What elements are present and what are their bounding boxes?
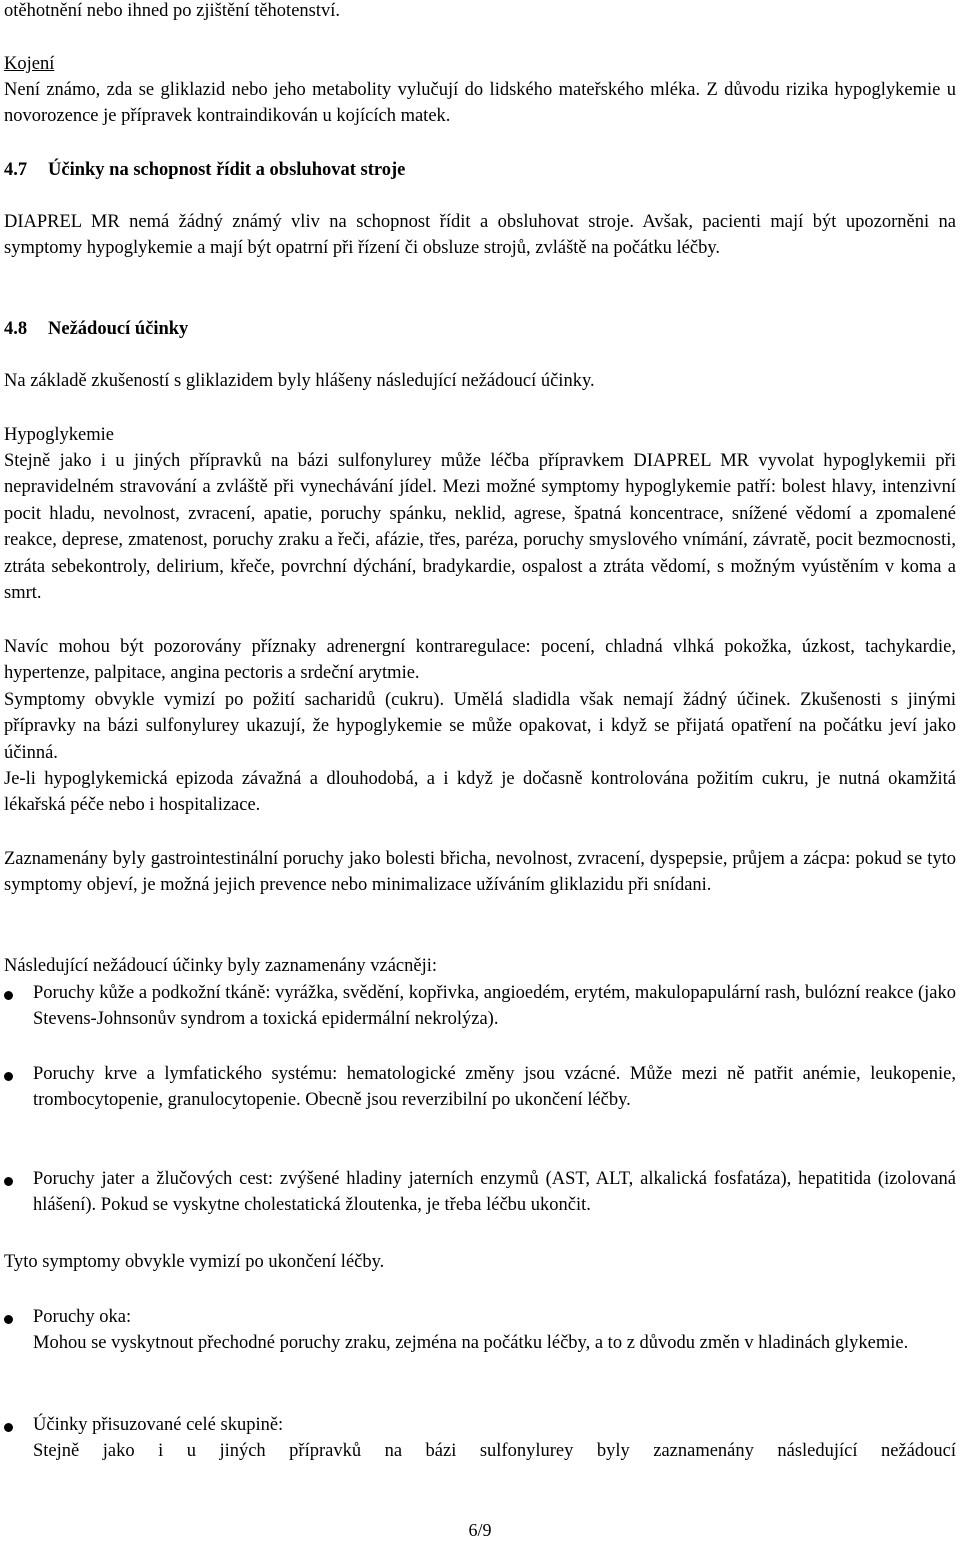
list-item xyxy=(4,1166,956,1219)
bullet-icon xyxy=(4,991,13,1000)
paragraph-symptoms-resolve: Tyto symptomy obvykle vymizí po ukončení léčby. xyxy=(4,1252,385,1272)
paragraph-breastfeeding: Není známo, zda se gliklazid nebo jeho metabolity vylučují do lidského mateřského mléka. Z důvodu rizika hypoglykemie u novorozence je přípravek kontraindikován u kojících matek. xyxy=(4,80,956,127)
list-item-label: Poruchy oka: xyxy=(33,1307,132,1327)
bullet-icon xyxy=(4,1315,13,1324)
paragraph-rare-intro: Následující nežádoucí účinky byly zaznamenány vzácněji: xyxy=(4,956,438,976)
list-item-text: Stejně jako i u jiných přípravků na bázi sulfonylurey byly zaznamenány následující nežádoucí xyxy=(33,1441,956,1462)
section-title: Nežádoucí účinky xyxy=(48,319,189,339)
list-item xyxy=(4,1412,956,1465)
list-item xyxy=(4,1061,956,1114)
list-item-label: Účinky přisuzované celé skupině: xyxy=(33,1415,284,1435)
paragraph-gastrointestinal: Zaznamenány byly gastrointestinální poruchy jako bolesti břicha, nevolnost, zvracení, dyspepsie, průjem a zácpa: pokud se tyto symptomy objeví, je možná jejich prevence nebo minimalizace užíváním gliklazidu při snídani. xyxy=(4,849,956,896)
heading-breastfeeding: Kojení xyxy=(4,54,55,74)
section-title: Účinky na schopnost řídit a obsluhovat stroje xyxy=(48,160,406,180)
bullet-icon xyxy=(4,1072,13,1081)
list-item-text: Poruchy jater a žlučových cest: zvýšené hladiny jaterních enzymů (AST, ALT, alkalická fosfatáza), hepatitida (izolovaná hlášení). Pokud se vyskytne cholestatická žloutenka, je třeba léčbu ukončit. xyxy=(33,1169,956,1216)
paragraph-driving: DIAPREL MR nemá žádný známý vliv na schopnost řídit a obsluhovat stroje. Avšak, pacienti mají být upozorněni na symptomy hypoglykemie a mají být opatrní při řízení či obsluze strojů, zvláště na počátku léčby. xyxy=(4,212,956,259)
paragraph-hospitalization: Je-li hypoglykemická epizoda závažná a dlouhodobá, a i když je dočasně kontrolována požitím cukru, je nutná okamžitá lékařská péče nebo i hospitalizace. xyxy=(4,769,956,816)
section-number: 4.8 xyxy=(4,319,28,339)
list-item xyxy=(4,980,956,1033)
heading-hypoglycemia: Hypoglykemie xyxy=(4,425,114,445)
list-item xyxy=(4,1304,956,1357)
heading-section-4-8 xyxy=(4,316,188,342)
list-item-text: Poruchy kůže a podkožní tkáně: vyrážka, svědění, kopřivka, angioedém, erytém, makulopapulární rash, bulózní reakce (jako Stevens-Johnsonův syndrom a toxická epidermální nekrolýza). xyxy=(33,983,956,1030)
bullet-icon xyxy=(4,1177,13,1186)
paragraph-adrenergic: Navíc mohou být pozorovány příznaky adrenergní kontraregulace: pocení, chladná vlhká pokožka, úzkost, tachykardie, hypertenze, palpitace, angina pectoris a srdeční arytmie. xyxy=(4,637,956,684)
page-number: 6/9 xyxy=(468,1520,492,1540)
section-number: 4.7 xyxy=(4,160,28,180)
paragraph-sugar-intake: Symptomy obvykle vymizí po požití sacharidů (cukru). Umělá sladidla však nemají žádný účinek. Zkušenosti s jinými přípravky na bázi sulfonylurey ukazují, že hypoglykemie se může opakovat, i když se přijatá opatření na počátku jeví jako účinná. xyxy=(4,690,956,763)
paragraph-hypoglycemia-symptoms: Stejně jako i u jiných přípravků na bázi sulfonylurey může léčba přípravkem DIAPREL MR vyvolat hypoglykemii při nepravidelném stravování a zvláště při vynechávání jídel. Mezi možné symptomy hypoglykemie patří: bolest hlavy, intenzivní pocit hladu, nevolnost, zvracení, apatie, poruchy spánku, neklid, agrese, špatná koncentrace, snížené vědomí a zpomalené reakce, deprese, zmatenost, poruchy zraku a řeči, afázie, třes, paréza, poruchy smyslového vnímání, závratě, pocit bezmocnosti, ztráta sebekontroly, delirium, křeče, povrchní dýchání, bradykardie, ospalost a ztráta vědomí, s možným vyústěním v koma a smrt. xyxy=(4,451,956,604)
paragraph-adverse-intro: Na základě zkušeností s gliklazidem byly hlášeny následující nežádoucí účinky. xyxy=(4,371,595,391)
paragraph-pregnancy-end: otěhotnění nebo ihned po zjištění těhotenství. xyxy=(4,1,341,21)
list-item-text: Mohou se vyskytnout přechodné poruchy zraku, zejména na počátku léčby, a to z důvodu změn v hladinách glykemie. xyxy=(33,1333,909,1354)
heading-section-4-7 xyxy=(4,157,405,183)
list-item-text: Poruchy krve a lymfatického systému: hematologické změny jsou vzácné. Může mezi ně patřit anémie, leukopenie, trombocytopenie, granulocytopenie. Obecně jsou reverzibilní po ukončení léčby. xyxy=(33,1064,956,1111)
bullet-icon xyxy=(4,1423,13,1432)
